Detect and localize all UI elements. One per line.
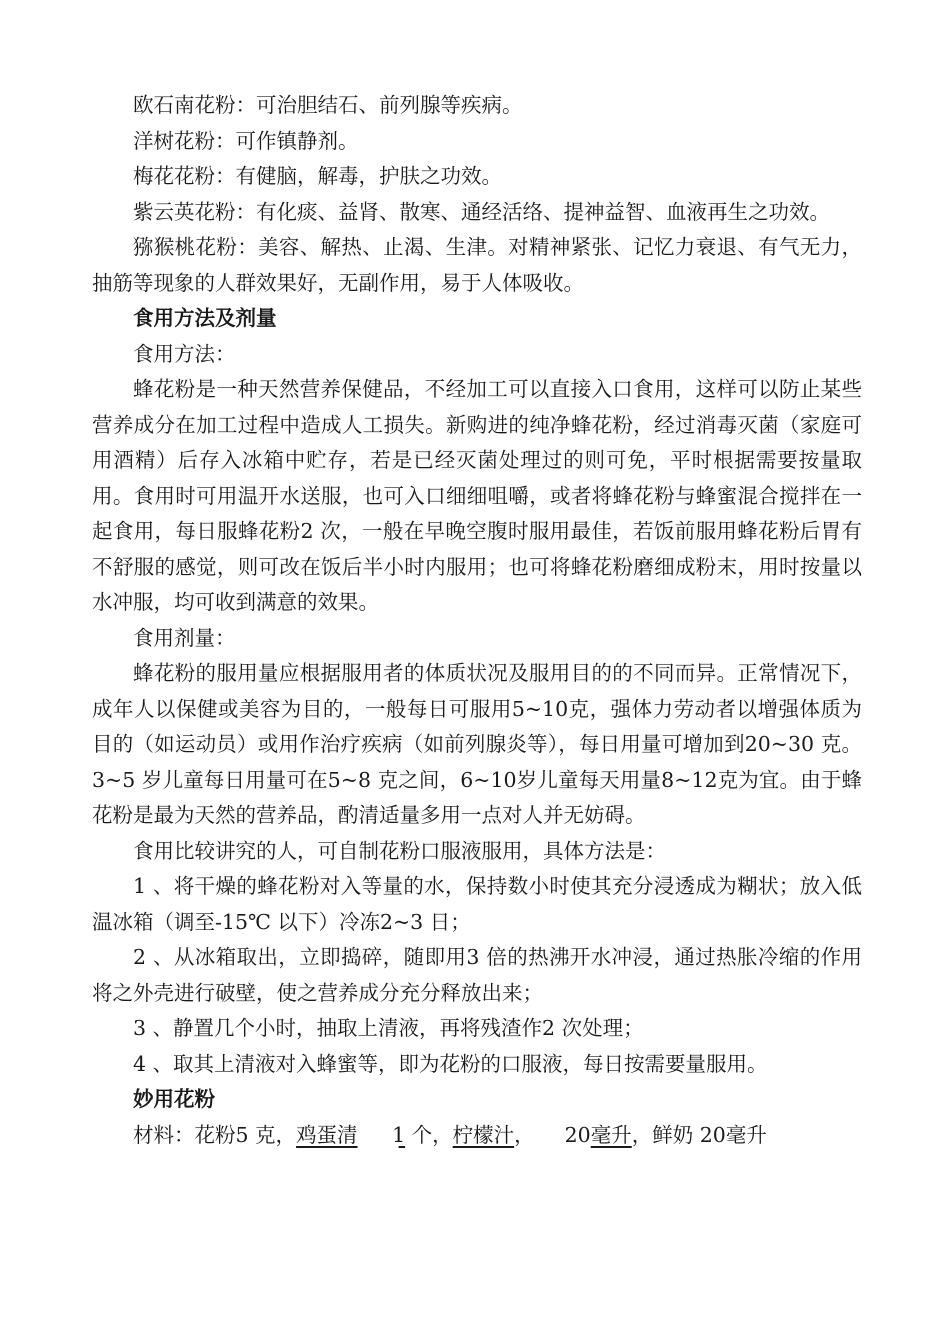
link-milliliter[interactable]: 毫升 [590, 1122, 632, 1147]
link-lemon-juice[interactable]: 柠檬汁 [452, 1122, 515, 1147]
document-page [92, 88, 862, 1153]
materials-text: 材料：花粉5 克， [133, 1122, 297, 1147]
paragraph: 食用方法： [133, 341, 236, 366]
paragraph: 3 、静置几个小时，抽取上清液，再将残渣作2 次处理； [133, 1016, 644, 1040]
materials-text: ，鲜奶 20毫升 [631, 1122, 767, 1147]
underline-gap [358, 1118, 386, 1154]
paragraph: 蜂花粉是一种天然营养保健品，不经加工可以直接入口食用，这样可以防止某些营养成分在加工过程中造成人工损失。新购进的纯净蜂花粉，经过消毒灭菌（家庭可用酒精）后存入冰箱中贮存，若是已经灭菌处理过的则可免，平时根据需要按量取用。食用时可用温开水送服，也可入口细细咀嚼，或者将蜂花粉与蜂蜜混合搅拌在一起食用，每日服蜂花粉2 次，一般在早晚空腹时服用最佳，若饭前服用蜂花粉后胃有不舒服的感觉，则可改在饭后半小时内服用；也可将蜂花粉磨细成粉末，用时按量以水冲服，均可收到满意的效果。 [92, 377, 862, 614]
paragraph: 食用剂量： [133, 625, 236, 650]
materials-line [92, 1118, 862, 1154]
paragraph: 食用比较讲究的人，可自制花粉口服液服用，具体方法是： [133, 838, 666, 863]
link-egg-white[interactable]: 鸡蛋清 [296, 1122, 358, 1147]
paragraph: 猕猴桃花粉：美容、解热、止渴、生津。对精神紧张、记忆力衰退、有气无力，抽筋等现象的人群效果好，无副作用，易于人体吸收。 [92, 235, 862, 295]
materials-text: ， [514, 1122, 535, 1147]
paragraph: 1 、将干燥的蜂花粉对入等量的水，保持数小时使其充分浸透成为糊状；放入低温冰箱（调至-15℃ 以下）冷冻2~3 日； [92, 874, 862, 934]
paragraph: 蜂花粉的服用量应根据服用者的体质状况及服用目的的不同而异。正常情况下，成年人以保健或美容为目的，一般每日可服用5~10克，强体力劳动者以增强体质为目的（如运动员）或用作治疗疾病（如前列腺炎等），每日用量可增加到20~30 克。3~5 岁儿童每日用量可在5~8 克之间，6~10岁儿童每天用量8~12克为宜。由于蜂花粉是最为天然的营养品，酌清适量多用一点对人并无妨碍。 [92, 661, 862, 827]
paragraph: 梅花花粉：有健脑，解毒，护肤之功效。 [133, 164, 502, 188]
materials-text: 1 个， [385, 1122, 453, 1147]
materials-text: 20 [564, 1122, 591, 1147]
section-heading: 妙用花粉 [133, 1087, 215, 1111]
paragraph: 洋树花粉：可作镇静剂。 [133, 128, 359, 153]
paragraph: 2 、从冰箱取出，立即捣碎，随即用3 倍的热沸开水冲浸，通过热胀冷缩的作用将之外壳进行破壁，使之营养成分充分释放出来； [92, 945, 862, 1005]
section-heading: 食用方法及剂量 [133, 306, 277, 330]
paragraph: 4 、取其上清液对入蜂蜜等，即为花粉的口服液，每日按需要量服用。 [133, 1051, 768, 1076]
paragraph: 欧石南花粉：可治胆结石、前列腺等疾病。 [133, 93, 523, 117]
paragraph: 紫云英花粉：有化痰、益肾、散寒、通经活络、提神益智、血液再生之功效。 [133, 199, 830, 224]
